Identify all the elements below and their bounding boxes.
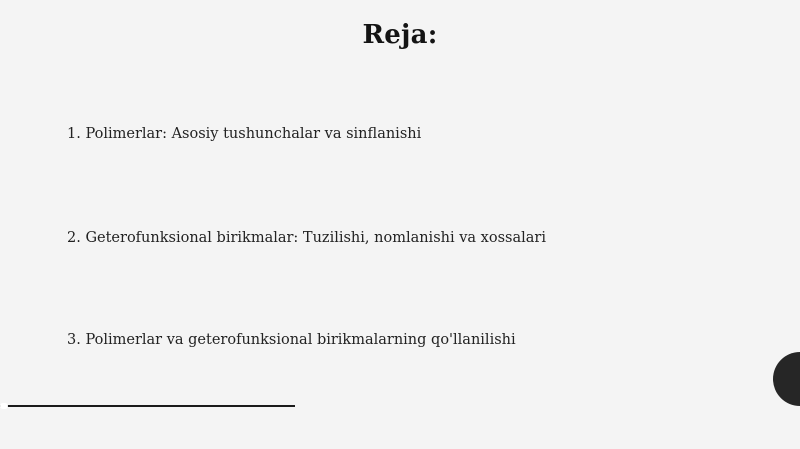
plan-item-2: 2. Geterofunksional birikmalar: Tuzilishi, nomlanishi va xossalari xyxy=(67,230,546,246)
slide-title: Reja: xyxy=(362,20,438,50)
floating-action-button[interactable] xyxy=(773,352,800,406)
plan-item-3: 3. Polimerlar va geterofunksional birikmalarning qo'llanilishi xyxy=(67,332,516,348)
progress-handle[interactable] xyxy=(0,403,8,409)
progress-bar xyxy=(0,405,295,407)
plan-item-1: 1. Polimerlar: Asosiy tushunchalar va sinflanishi xyxy=(67,126,422,142)
